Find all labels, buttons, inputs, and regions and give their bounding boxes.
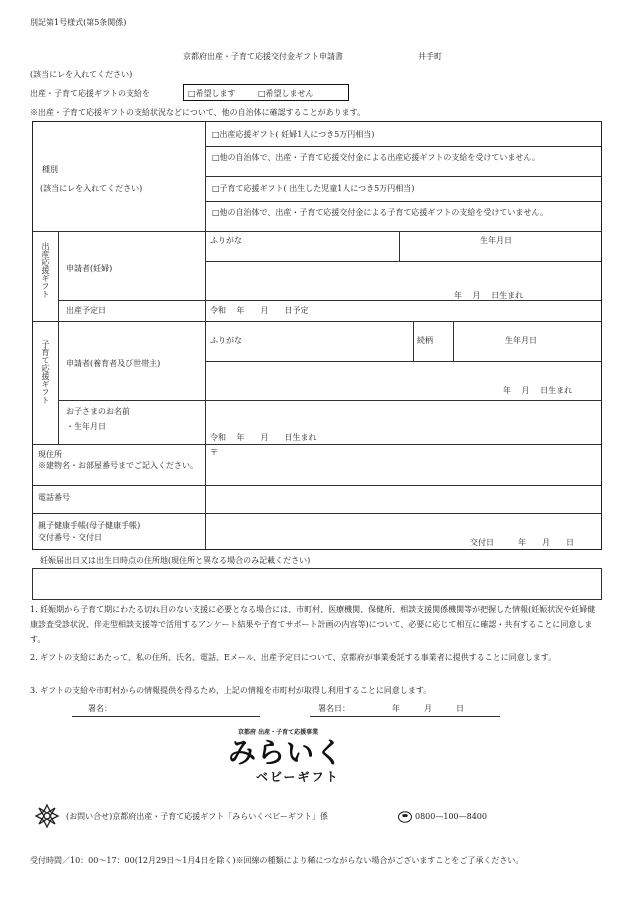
row-divider <box>33 485 601 486</box>
signature-date-line <box>310 716 500 717</box>
alt-address-input[interactable] <box>32 568 602 600</box>
phone-icon <box>398 808 412 820</box>
form-number: 別記第1号様式(第5条関係) <box>30 18 127 27</box>
signature-label: 署名： <box>88 704 112 713</box>
handbook-issued-date-field[interactable]: 交付日 年 月 日 <box>470 538 574 547</box>
contact-text: (お問い合せ)京都府出産・子育て応援ギフト「みらいくベビーギフト」係 <box>66 812 328 821</box>
child-furigana-input[interactable] <box>250 323 410 359</box>
type-label: 種別 <box>42 165 58 174</box>
page-title: 京都府出産・子育て応援交付金ギフト申請書 <box>183 52 343 61</box>
col-divider <box>399 231 400 261</box>
child-applicant-label: 申請者(養育者及び世帯主) <box>66 359 161 368</box>
type-sublabel: (該当にレを入れてください) <box>40 184 143 193</box>
handbook-sublabel: 交付番号・交付日 <box>38 533 102 542</box>
address-label: 現住所 <box>38 450 62 459</box>
birth-gift-section-label: 出産応援ギフト <box>41 242 50 298</box>
reception-hours: 受付時間／10：00〜17：00(12月29日〜1月4日を除く)※回線の種類により稀につながらない場合がございますことをご了承ください。 <box>30 856 524 865</box>
child-gift-section-label: 子育て応援ギフト <box>41 340 50 404</box>
birth-birthdate-field[interactable]: 年 月 日生まれ <box>454 291 524 300</box>
col-divider <box>453 321 454 361</box>
logo-tagline: 京都府 出産・子育て応援事業 <box>238 729 319 736</box>
contact-phone: 0800—100—8400 <box>415 812 487 821</box>
consent-item-3: 3. ギフトの支給や市町村からの情報提供を得るため、上記の情報を市町村が取得し利用することに同意します。 <box>30 686 432 695</box>
handbook-label: 親子健康手帳(母子健康手帳) <box>38 521 141 530</box>
birth-furigana-label: ふりがな <box>210 236 242 245</box>
consent-item-1: 1. 妊娠期から子育て期にわたる切れ目のない支援に必要となる場合には、市町村、医療機関、保健所、相談支援関係機関等が把握した情報(妊娠状況や妊婦健康診査受診状況、伴走型相談支援等で活用するアンケート結果や子育てサポート計画の内容等)について、必要に応じて相互に確認・共有することに同意します。 <box>30 605 596 644</box>
signature-line <box>72 716 260 717</box>
wish-yes-checkbox[interactable]: □希望します <box>188 89 236 98</box>
child-gift-other-checkbox[interactable]: □他の自治体で、出産・子育て応援交付金による子育て応援ギフトの支給を受けていません。 <box>212 208 548 217</box>
address-note: ※建物名・お部屋番号までご記入ください。 <box>38 461 198 470</box>
birth-gift-checkbox[interactable]: □出産応援ギフト( 妊婦1人につき5万円相当) <box>212 130 375 139</box>
signature-date-label: 署名日： <box>318 704 350 713</box>
col-divider <box>58 231 59 444</box>
birth-applicant-label: 申請者(妊婦) <box>66 264 113 273</box>
signature-date-field[interactable]: 年 月 日 <box>392 704 464 713</box>
notice-text: ※出産・子育て応援ギフトの支給状況などについて、他の自治体に確認することがあります。 <box>30 108 366 117</box>
col-divider <box>205 122 206 549</box>
child-applicant-name-input[interactable] <box>207 363 407 398</box>
row-divider <box>58 400 601 401</box>
kyoto-emblem-icon <box>34 803 60 829</box>
col-divider <box>413 321 414 361</box>
phone-input[interactable] <box>207 487 599 511</box>
signature-input[interactable] <box>120 700 260 715</box>
instruction-text: (該当にレを入れてください) <box>30 70 133 79</box>
child-birthdate-header: 生年月日 <box>505 336 537 345</box>
phone-label: 電話番号 <box>38 493 70 502</box>
row-divider <box>33 231 601 232</box>
birth-birthdate-header: 生年月日 <box>480 236 512 245</box>
row-divider <box>205 146 601 147</box>
row-divider <box>33 321 601 322</box>
row-divider <box>205 261 601 262</box>
alt-address-label: 妊娠届出日又は出生日時点の住所地(現住所と異なる場合のみ記載ください) <box>40 556 311 565</box>
wish-no-checkbox[interactable]: □希望しません <box>258 89 314 98</box>
address-input[interactable] <box>222 446 598 483</box>
row-divider <box>33 513 601 514</box>
child-birth-label: ・生年月日 <box>66 422 106 431</box>
row-divider <box>205 176 601 177</box>
child-gift-checkbox[interactable]: □子育て応援ギフト( 出生した児童1人につき5万円相当) <box>212 184 415 193</box>
town-name: 井手町 <box>418 52 442 61</box>
relation-header: 続柄 <box>417 336 433 345</box>
row-divider <box>33 444 601 445</box>
wish-label: 出産・子育て応援ギフトの支給を <box>30 89 150 98</box>
logo-main: みらいく <box>228 736 345 769</box>
birth-furigana-input[interactable] <box>250 233 396 259</box>
row-divider <box>205 201 601 202</box>
row-divider <box>205 361 601 362</box>
birth-name-input[interactable] <box>207 263 397 298</box>
consent-item-2: 2. ギフトの支給にあたって、私の住所、氏名、電話、Eメール、出産予定日について、京都府が事業委託する事業者に提供することに同意します。 <box>30 653 557 662</box>
logo-sub: ベビーギフト <box>256 770 340 784</box>
child-applicant-birthdate-field[interactable]: 年 月 日生まれ <box>503 386 573 395</box>
due-date-label: 出産予定日 <box>66 306 106 315</box>
child-furigana-label: ふりがな <box>210 336 242 345</box>
child-name-label: お子さまのお名前 <box>66 407 130 416</box>
birth-gift-other-checkbox[interactable]: □他の自治体で、出産・子育て応援交付金による出産応援ギフトの支給を受けていません。 <box>212 153 540 162</box>
child-birthdate-field[interactable]: 令和 年 月 日生まれ <box>210 433 317 442</box>
handbook-number-input[interactable] <box>207 515 457 548</box>
due-date-field[interactable]: 令和 年 月 日予定 <box>210 306 309 315</box>
postal-mark: 〒 <box>210 448 218 457</box>
